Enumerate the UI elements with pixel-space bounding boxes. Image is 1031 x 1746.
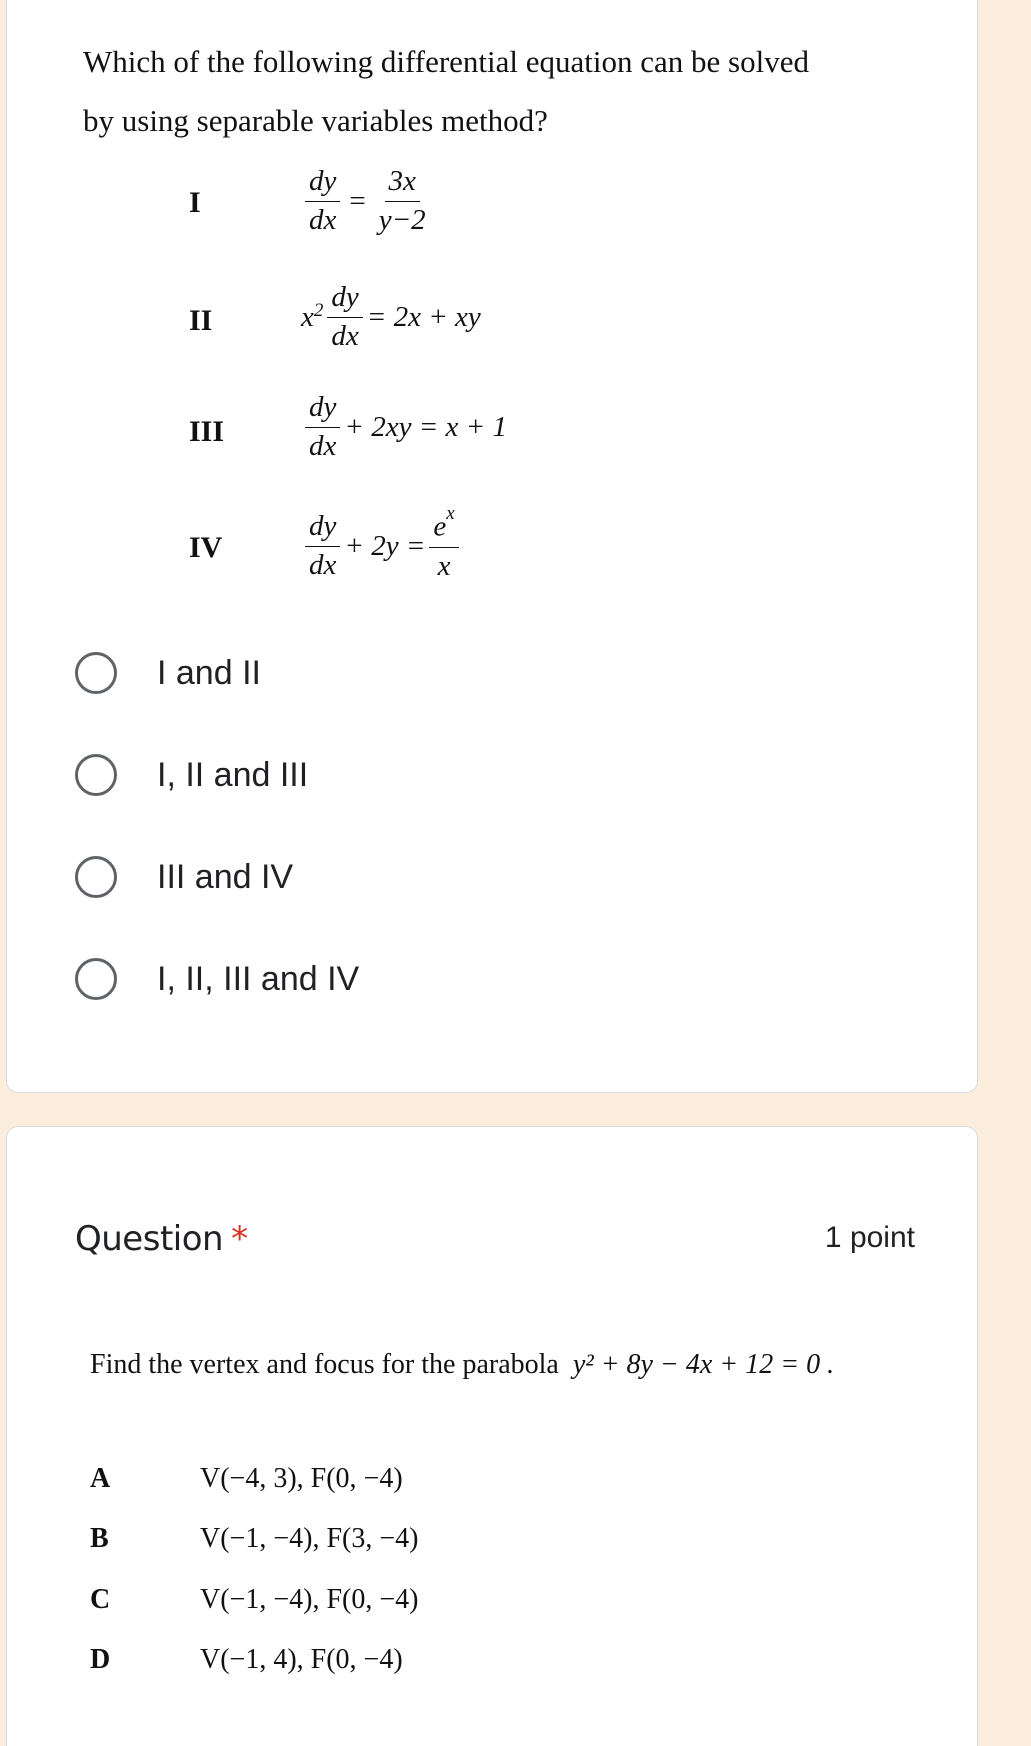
question-card-1 [6, 0, 978, 1093]
option-i-and-ii[interactable] [75, 652, 261, 694]
equation-label-i: I [189, 186, 201, 219]
equation-i: $\frac{dy}{dx}$ = $\frac{3x}{y-2}$ [301, 166, 434, 237]
equation-iv: $\frac{dy}{dx}$ + 2y = $\frac{e^x}{x}$ [301, 510, 463, 582]
radio-button[interactable] [75, 652, 117, 694]
question-text-line-1: Which of the following differential equation can be solved [83, 44, 809, 79]
fraction-dy-dx: $\frac{dy}{dx}$ [305, 392, 340, 463]
option-i-ii-and-iii[interactable] [75, 754, 308, 796]
choice-d: D V(−1, 4), F(0, −4) [90, 1644, 403, 1675]
option-iii-and-iv[interactable] [75, 856, 293, 898]
equation-label-iv: IV [189, 531, 223, 564]
option-label: I, II and III [157, 755, 309, 794]
fraction-rhs: $\frac{e^x}{x}$ [429, 510, 458, 582]
equation-iii: $\frac{dy}{dx}$ + 2xy = x + 1 [301, 392, 507, 463]
fraction-dy-dx: $\frac{dy}{dx}$ [305, 511, 340, 582]
equation-label-ii: II [189, 304, 213, 337]
radio-button[interactable] [75, 754, 117, 796]
equation-label-iii: III [189, 415, 225, 448]
question-text: Find the vertex and focus for the parabola y² + 8y − 4x + 12 = 0 . [90, 1349, 835, 1380]
required-asterisk: * [231, 1219, 248, 1259]
equation-ii: x $^2$ $\frac{dy}{dx}$ = 2x + xy [301, 281, 481, 352]
points-label: 1 point [824, 1221, 915, 1254]
fraction-rhs: $\frac{3x}{y-2}$ [378, 165, 426, 236]
option-label: I and II [157, 653, 261, 692]
question-text-line-2: by using separable variables method? [83, 103, 548, 138]
fraction-dy-dx: $\frac{dy}{dx}$ [327, 282, 362, 353]
radio-button[interactable] [75, 958, 117, 1000]
fraction-dy-dx: $\frac{dy}{dx}$ [305, 166, 340, 237]
option-label: I, II, III and IV [157, 959, 360, 998]
choice-a: A V(−4, 3), F(0, −4) [90, 1463, 403, 1494]
choice-b: B V(−1, −4), F(3, −4) [90, 1523, 419, 1554]
question-title: Question * [75, 1219, 248, 1259]
choice-c: C V(−1, −4), F(0, −4) [90, 1584, 419, 1615]
question-card-2 [6, 1126, 978, 1746]
parabola-equation: y² + 8y − 4x + 12 = 0 . [572, 1349, 835, 1380]
option-i-ii-iii-and-iv[interactable] [75, 958, 359, 1000]
option-label: III and IV [157, 857, 294, 896]
radio-button[interactable] [75, 856, 117, 898]
